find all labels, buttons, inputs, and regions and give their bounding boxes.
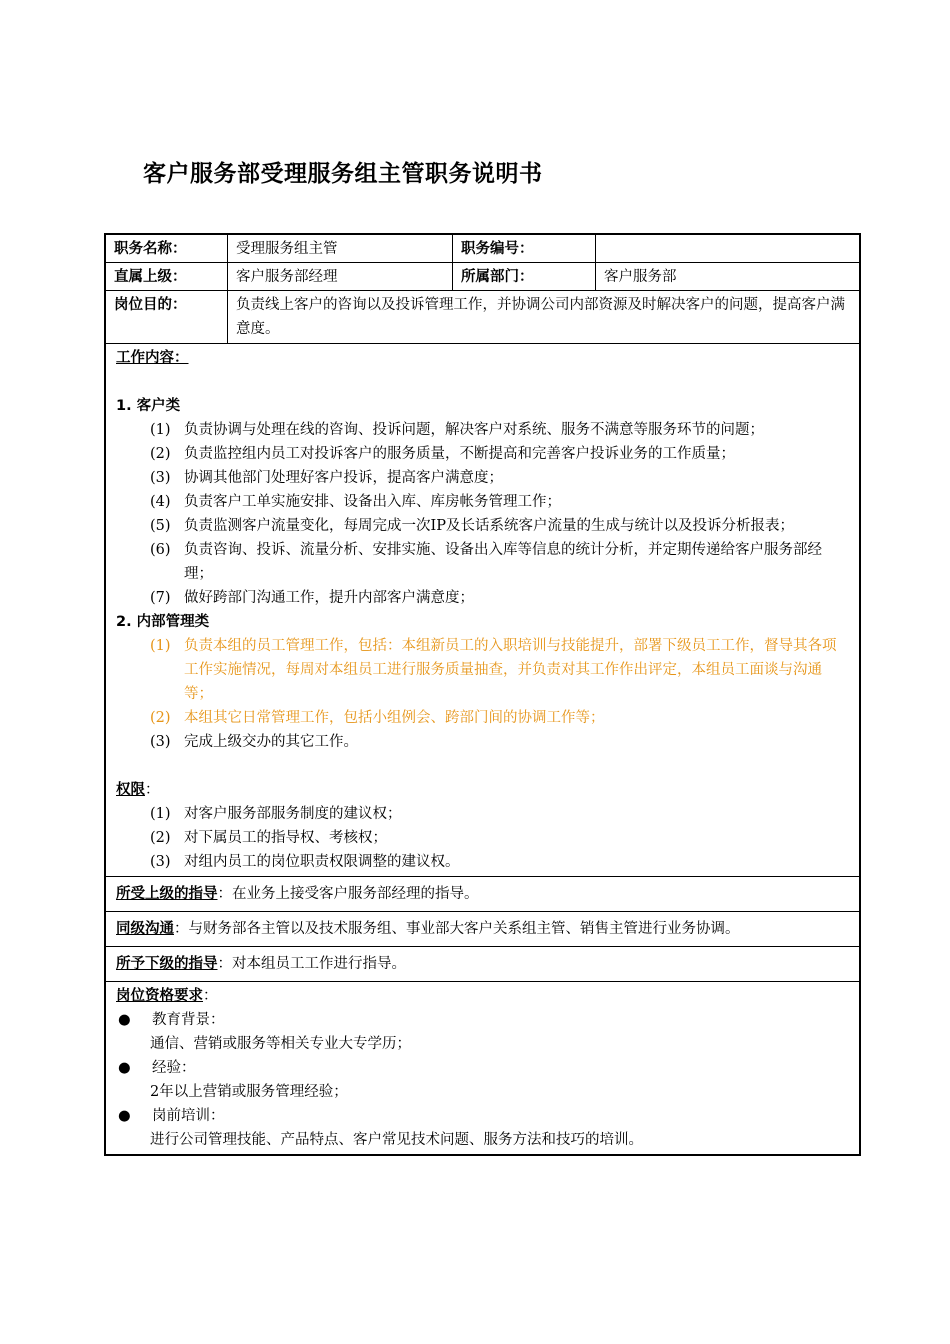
row-guidance-from-superior xyxy=(106,877,859,912)
qualification-item: ● 岗前培训： xyxy=(116,1104,849,1128)
row-work-content xyxy=(106,344,859,877)
bullet-icon: ● xyxy=(118,1060,131,1076)
row-purpose xyxy=(106,291,859,344)
superior-label: 直属上级： xyxy=(114,269,187,285)
guidance-from-superior-label: 所受上级的指导 xyxy=(116,886,218,902)
list-item: (1) 对客户服务部服务制度的建议权； xyxy=(150,806,402,822)
job-code-value xyxy=(595,235,859,262)
purpose-label: 岗位目的： xyxy=(114,297,187,313)
list-item: (3) 完成上级交办的其它工作。 xyxy=(150,734,358,750)
guidance-to-subordinates-text: ：对本组员工工作进行指导。 xyxy=(217,956,406,972)
job-code-label: 职务编号： xyxy=(452,235,595,262)
document-title: 客户服务部受理服务组主管职务说明书 xyxy=(143,161,543,187)
guidance-from-superior-text: ：在业务上接受客户服务部经理的指导。 xyxy=(217,886,479,902)
row-job-name xyxy=(106,235,859,263)
section-heading-internal-management: 2. 内部管理类 xyxy=(116,614,210,630)
bullet-icon: ● xyxy=(118,1108,131,1124)
row-peer-communication xyxy=(106,912,859,947)
section-heading-customer: 1. 客户类 xyxy=(116,398,181,414)
list-item: (3) 协调其他部门处理好客户投诉，提高客户满意度； xyxy=(150,470,503,486)
row-superior xyxy=(106,263,859,291)
list-item: (2) 对下属员工的指导权、考核权； xyxy=(150,830,387,846)
list-item: (4) 负责客户工单实施安排、设备出入库、库房帐务管理工作； xyxy=(150,494,561,510)
work-content-section xyxy=(106,344,859,876)
qualification-item: ● 经验： xyxy=(116,1056,849,1080)
authority-heading: 权限： xyxy=(116,782,160,798)
list-item-highlighted: (2) 本组其它日常管理工作，包括小组例会、跨部门间的协调工作等； xyxy=(150,710,605,726)
qualification-detail: 进行公司管理技能、产品特点、客户常见技术问题、服务方法和技巧的培训。 xyxy=(150,1132,643,1148)
list-item: (7) 做好跨部门沟通工作，提升内部客户满意度； xyxy=(150,590,474,606)
job-name-label: 职务名称： xyxy=(114,241,187,257)
superior-value: 客户服务部经理 xyxy=(227,263,452,290)
row-qualifications xyxy=(106,982,859,1154)
purpose-value: 负责线上客户的咨询以及投诉管理工作，并协调公司内部资源及时解决客户的问题，提高客户满意度。 xyxy=(227,291,859,343)
row-guidance-to-subordinates xyxy=(106,947,859,982)
guidance-to-subordinates-label: 所予下级的指导 xyxy=(116,956,218,972)
list-item: (2) 负责监控组内员工对投诉客户的服务质量，不断提高和完善客户投诉业务的工作质量； xyxy=(150,446,735,462)
peer-communication-label: 同级沟通 xyxy=(116,921,174,937)
qualifications-section xyxy=(106,982,859,1154)
job-description-table xyxy=(104,233,861,1156)
work-content-label: 工作内容： xyxy=(116,350,189,366)
department-label: 所属部门： xyxy=(452,263,595,290)
peer-communication-text: ：与财务部各主管以及技术服务组、事业部大客户关系组主管、销售主管进行业务协调。 xyxy=(174,921,740,937)
department-value: 客户服务部 xyxy=(595,263,859,290)
list-item: (5) 负责监测客户流量变化，每周完成一次IP及长话系统客户流量的生成与统计以及投诉分析报表； xyxy=(150,518,794,534)
list-item: (3) 对组内员工的岗位职责权限调整的建议权。 xyxy=(150,854,460,870)
list-item-highlighted: (1) 负责本组的员工管理工作，包括：本组新员工的入职培训与技能提升，部署下级员工工作，督导其各项工作实施情况，每周对本组员工进行服务质量抽查，并负责对其工作作出评定，本组员工面谈与沟通等； xyxy=(150,638,837,702)
list-item: (6) 负责咨询、投诉、流量分析、安排实施、设备出入库等信息的统计分析，并定期传递给客户服务部经理； xyxy=(150,542,822,582)
list-item: (1) 负责协调与处理在线的咨询、投诉问题，解决客户对系统、服务不满意等服务环节的问题； xyxy=(150,422,764,438)
job-name-value: 受理服务组主管 xyxy=(227,235,452,262)
qualifications-heading: 岗位资格要求： xyxy=(116,988,218,1004)
qualification-item: ● 教育背景： xyxy=(116,1008,849,1032)
qualification-detail: 通信、营销或服务等相关专业大专学历； xyxy=(150,1036,411,1052)
qualification-detail: 2年以上营销或服务管理经验； xyxy=(150,1084,348,1100)
bullet-icon: ● xyxy=(118,1012,131,1028)
